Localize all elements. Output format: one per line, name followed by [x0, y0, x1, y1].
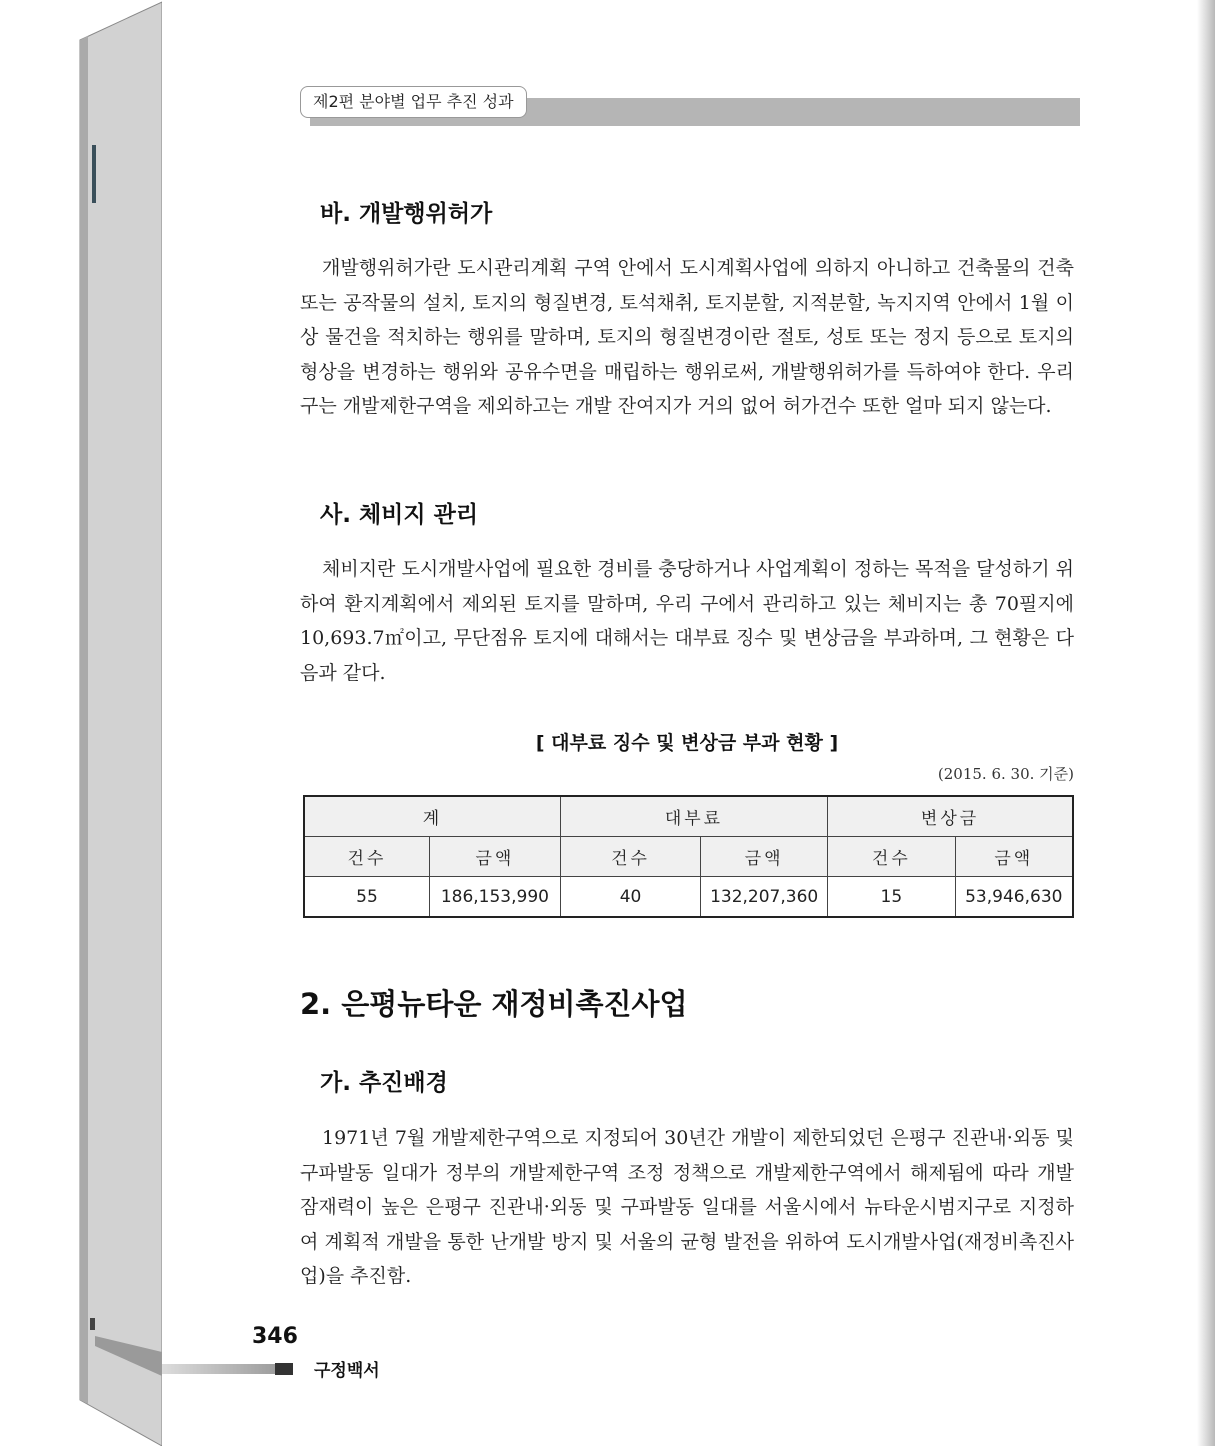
subheader-amount: 금액 — [701, 837, 828, 877]
section-header-label: 제2편 분야별 업무 추진 성과 — [300, 86, 527, 118]
cell-lease-count: 40 — [560, 877, 700, 918]
cell-total-count: 55 — [304, 877, 429, 918]
subheader-count: 건수 — [828, 837, 955, 877]
chapter-heading: 2. 은평뉴타운 재정비촉진사업 — [300, 987, 688, 1021]
subheader-amount: 금액 — [429, 837, 560, 877]
cell-compensation-count: 15 — [828, 877, 955, 918]
subheader-amount: 금액 — [955, 837, 1073, 877]
footer-square — [275, 1363, 293, 1375]
subheader-count: 건수 — [304, 837, 429, 877]
table-row — [304, 877, 1073, 918]
table-subheader-row — [304, 837, 1073, 877]
table-date: (2015. 6. 30. 기준) — [937, 765, 1074, 783]
table-title: [ 대부료 징수 및 변상금 부과 현황 ] — [535, 732, 839, 754]
table-group-header-row — [304, 796, 1073, 837]
book-title: 구정백서 — [314, 1361, 380, 1381]
section-heading-background: 가. 추진배경 — [320, 1070, 448, 1096]
cell-total-amount: 186,153,990 — [429, 877, 560, 918]
page-edge-shadow — [1197, 0, 1215, 1446]
reserved-land-paragraph: 체비지란 도시개발사업에 필요한 경비를 충당하거나 사업계획이 정하는 목적을 달성하기 위하여 환지계획에서 제외된 토지를 말하며, 우리 구에서 관리하고 있는 체비지는 총 70필지에 10,693.7㎡이고, 무단점유 토지에 대해서는 대부료 징수 및 변상금을 부과하며, 그 현황은 다음과 같다. — [300, 558, 1074, 684]
development-permit-paragraph: 개발행위허가란 도시관리계획 구역 안에서 도시계획사업에 의하지 아니하고 건축물의 건축 또는 공작물의 설치, 토지의 형질변경, 토석채취, 토지분할, 지적분할, 녹지지역 안에서 1월 이상 물건을 적치하는 행위를 말하며, 토지의 형질변경이란 절토, 성토 또는 정지 등으로 토지의 형상을 변경하는 행위와 공유수면을 매립하는 행위로써, 개발행위허가를 득하여야 한다. 우리 구는 개발제한구역을 제외하고는 개발 잔여지가 거의 없어 허가건수 또한 얼마 되지 않는다. — [300, 257, 1074, 417]
background-paragraph: 1971년 7월 개발제한구역으로 지정되어 30년간 개발이 제한되었던 은평구 진관내·외동 및 구파발동 일대가 정부의 개발제한구역 조정 정책으로 개발제한구역에서 해제됨에 따라 개발 잠재력이 높은 은평구 진관내·외동 및 구파발동 일대를 서울시에서 뉴타운시범지구로 지정하여 계획적 개발을 통한 난개발 방지 및 서울의 균형 발전을 위하여 도시개발사업(재정비촉진사업)을 추진함. — [300, 1127, 1074, 1287]
group-header-total: 계 — [304, 796, 560, 837]
subheader-count: 건수 — [560, 837, 700, 877]
section-heading-development-permit: 바. 개발행위허가 — [320, 201, 493, 227]
cell-lease-amount: 132,207,360 — [701, 877, 828, 918]
group-header-compensation: 변상금 — [828, 796, 1073, 837]
footer-bar — [162, 1364, 282, 1374]
book-page — [162, 0, 1215, 1446]
cell-compensation-amount: 53,946,630 — [955, 877, 1073, 918]
section-heading-reserved-land: 사. 체비지 관리 — [320, 502, 479, 528]
page-number: 346 — [252, 1324, 298, 1349]
book-spine — [0, 0, 170, 1446]
group-header-lease-fee: 대부료 — [560, 796, 827, 837]
fee-table — [303, 795, 1074, 918]
